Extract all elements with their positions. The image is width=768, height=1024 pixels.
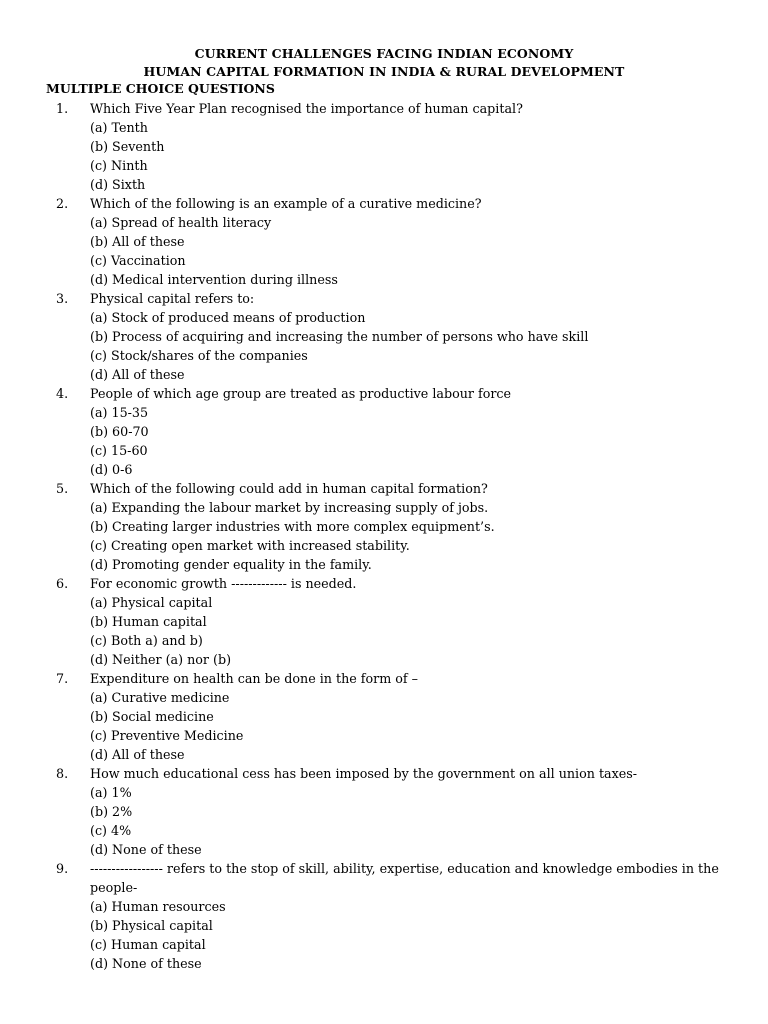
answer-option: (a) Stock of produced means of production [90, 310, 366, 325]
option-line [0, 612, 768, 631]
question-text: People of which age group are treated as productive labour force [90, 386, 512, 401]
question-line [0, 669, 768, 688]
question-number: 4. [56, 386, 69, 401]
option-line [0, 897, 768, 916]
answer-option: (a) Expanding the labour market by increasing supply of jobs. [90, 500, 489, 515]
question-number: 8. [56, 766, 69, 781]
option-line [0, 308, 768, 327]
option-line [0, 954, 768, 973]
answer-option: (a) 1% [90, 785, 132, 800]
section-heading: MULTIPLE CHOICE QUESTIONS [46, 81, 275, 96]
answer-option: (a) Spread of health literacy [90, 215, 272, 230]
answer-option: (a) Curative medicine [90, 690, 230, 705]
question-text: Which of the following could add in human capital formation? [90, 481, 488, 496]
option-line [0, 802, 768, 821]
option-line [0, 270, 768, 289]
option-line [0, 251, 768, 270]
answer-option: (d) Promoting gender equality in the family. [90, 557, 372, 572]
option-line [0, 840, 768, 859]
option-line [0, 536, 768, 555]
answer-option: (a) Tenth [90, 120, 148, 135]
option-line [0, 232, 768, 251]
option-line [0, 460, 768, 479]
option-line [0, 935, 768, 954]
answer-option: (b) Human capital [90, 614, 207, 629]
question-line [0, 194, 768, 213]
question-line [0, 289, 768, 308]
answer-option: (d) 0-6 [90, 462, 133, 477]
answer-option: (d) Neither (a) nor (b) [90, 652, 232, 667]
question-text: ----------------- refers to the stop of skill, ability, expertise, education and knowledge embodies in the [90, 861, 719, 876]
question-number: 3. [56, 291, 69, 306]
question-number: 1. [56, 101, 69, 116]
answer-option: (c) Creating open market with increased stability. [90, 538, 410, 553]
question-text: Expenditure on health can be done in the form of – [90, 671, 418, 686]
option-line [0, 137, 768, 156]
question-item [0, 859, 768, 973]
option-line [0, 498, 768, 517]
answer-option: (a) 15-35 [90, 405, 149, 420]
option-line [0, 517, 768, 536]
option-line [0, 650, 768, 669]
option-line [0, 422, 768, 441]
option-line [0, 593, 768, 612]
question-line [0, 384, 768, 403]
option-line [0, 555, 768, 574]
option-line [0, 688, 768, 707]
option-line [0, 213, 768, 232]
question-item [0, 289, 768, 384]
option-line [0, 631, 768, 650]
question-item [0, 479, 768, 574]
answer-option: (c) 4% [90, 823, 132, 838]
option-line [0, 346, 768, 365]
answer-option: (b) Physical capital [90, 918, 213, 933]
answer-option: (b) All of these [90, 234, 185, 249]
answer-option: (c) Vaccination [90, 253, 186, 268]
question-item [0, 574, 768, 669]
answer-option: (a) Human resources [90, 899, 226, 914]
question-list [0, 99, 768, 973]
question-line [0, 859, 768, 878]
option-line [0, 783, 768, 802]
document-subtitle: HUMAN CAPITAL FORMATION IN INDIA & RURAL DEVELOPMENT [143, 64, 625, 79]
question-number: 2. [56, 196, 69, 211]
question-number: 6. [56, 576, 69, 591]
question-line [0, 764, 768, 783]
answer-option: (b) 60-70 [90, 424, 149, 439]
question-number: 7. [56, 671, 69, 686]
question-number: 5. [56, 481, 69, 496]
option-line [0, 441, 768, 460]
question-item [0, 764, 768, 859]
question-item [0, 99, 768, 194]
answer-option: (c) Human capital [90, 937, 206, 952]
answer-option: (a) Physical capital [90, 595, 213, 610]
question-text: Which of the following is an example of a curative medicine? [90, 196, 482, 211]
question-text: Physical capital refers to: [90, 291, 255, 306]
question-text: For economic growth ------------- is needed. [90, 576, 357, 591]
question-number: 9. [56, 861, 69, 876]
question-text: people- [90, 880, 138, 895]
answer-option: (c) Ninth [90, 158, 148, 173]
answer-option: (b) Creating larger industries with more complex equipment’s. [90, 519, 495, 534]
answer-option: (c) 15-60 [90, 443, 148, 458]
answer-option: (d) All of these [90, 367, 185, 382]
answer-option: (d) None of these [90, 956, 202, 971]
question-line [0, 99, 768, 118]
option-line [0, 118, 768, 137]
answer-option: (b) Seventh [90, 139, 165, 154]
question-line [0, 878, 768, 897]
option-line [0, 821, 768, 840]
option-line [0, 175, 768, 194]
option-line [0, 707, 768, 726]
option-line [0, 156, 768, 175]
option-line [0, 403, 768, 422]
question-item [0, 669, 768, 764]
option-line [0, 327, 768, 346]
option-line [0, 916, 768, 935]
answer-option: (c) Stock/shares of the companies [90, 348, 308, 363]
answer-option: (c) Both a) and b) [90, 633, 203, 648]
option-line [0, 365, 768, 384]
question-text: Which Five Year Plan recognised the importance of human capital? [90, 101, 523, 116]
answer-option: (d) None of these [90, 842, 202, 857]
document-title: CURRENT CHALLENGES FACING INDIAN ECONOMY [194, 46, 574, 61]
question-item [0, 194, 768, 289]
answer-option: (d) Medical intervention during illness [90, 272, 338, 287]
answer-option: (c) Preventive Medicine [90, 728, 244, 743]
question-line [0, 574, 768, 593]
option-line [0, 745, 768, 764]
answer-option: (d) All of these [90, 747, 185, 762]
option-line [0, 726, 768, 745]
question-text: How much educational cess has been imposed by the government on all union taxes- [90, 766, 638, 781]
answer-option: (b) 2% [90, 804, 133, 819]
answer-option: (b) Process of acquiring and increasing the number of persons who have skill [90, 329, 589, 344]
question-item [0, 384, 768, 479]
answer-option: (b) Social medicine [90, 709, 214, 724]
answer-option: (d) Sixth [90, 177, 146, 192]
question-line [0, 479, 768, 498]
